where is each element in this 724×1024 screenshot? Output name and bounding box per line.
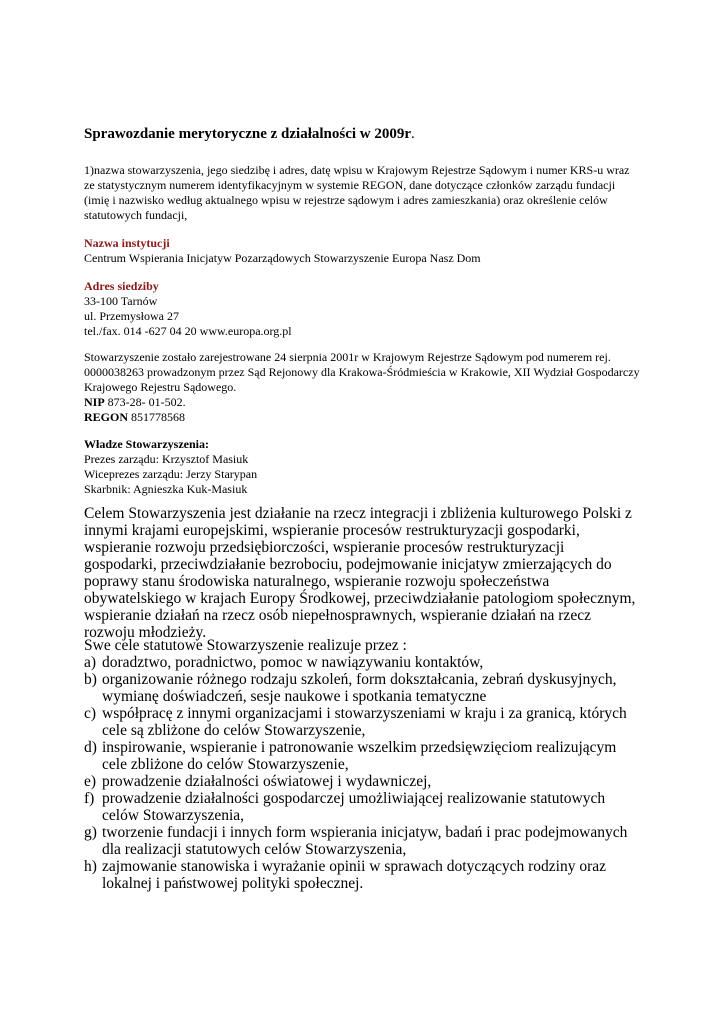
list-item-text: tworzenie fundacji i innych form wspierania inicjatyw, badań i prac podejmowanych dla realizacji statutowych celów Stowarzyszenia, (102, 824, 628, 858)
nip-line (84, 395, 640, 410)
list-item-letter: d) (84, 739, 97, 756)
list-item (84, 790, 640, 824)
list-item-letter: c) (84, 705, 97, 722)
address-line: 33-100 Tarnów (84, 294, 158, 308)
list-item (84, 773, 640, 790)
institution-heading: Nazwa instytucji (84, 236, 170, 250)
nip-value: 873-28- 01-502. (104, 395, 186, 409)
list-item (84, 671, 640, 705)
list-item-text: doradztwo, poradnictwo, pomoc w nawiązywaniu kontaktów, (102, 654, 484, 671)
goals-list (84, 654, 640, 892)
address-line: ul. Przemysłowa 27 (84, 309, 179, 323)
regon-label: REGON (84, 410, 129, 424)
authority-line: Prezes zarządu: Krzysztof Masiuk (84, 452, 249, 466)
list-item-text: współpracę z innymi organizacjami i stowarzyszeniami w kraju i za granicą, których cele są zbliżone do celów Stowarzyszenie, (102, 705, 627, 739)
list-item-text: zajmowanie stanowiska i wyrażanie opinii w sprawach dotyczących rodziny oraz lokalnej i państwowej polityki społecznej. (102, 858, 606, 892)
list-item (84, 739, 640, 773)
institution-section (84, 236, 640, 266)
list-item-letter: h) (84, 858, 97, 875)
list-item (84, 824, 640, 858)
report-title: Sprawozdanie merytoryczne z działalności w 2009r. (84, 126, 415, 142)
list-item-text: organizowanie różnego rodzaju szkoleń, form dokształcania, zebrań dyskusyjnych, wymianę doświadczeń, sesje naukowe i spotkania tematyczne (102, 671, 617, 705)
regon-line (84, 410, 640, 425)
list-item-text: inspirowanie, wspieranie i patronowanie wszelkim przedsięwzięciom realizującym cele zbliżone do celów Stowarzyszenie, (102, 739, 617, 773)
registration-section (84, 350, 640, 425)
address-heading: Adres siedziby (84, 279, 159, 293)
institution-name: Centrum Wspierania Inicjatyw Pozarządowych Stowarzyszenie Europa Nasz Dom (84, 251, 481, 265)
list-item-letter: b) (84, 671, 97, 688)
authority-line: Wiceprezes zarządu: Jerzy Starypan (84, 467, 258, 481)
regon-value: 851778568 (128, 410, 186, 424)
nip-label: NIP (84, 395, 105, 409)
goals-intro: Swe cele statutowe Stowarzyszenie realizuje przez : (84, 637, 407, 654)
list-item-text: prowadzenie działalności oświatowej i wydawniczej, (102, 773, 432, 790)
list-item-letter: a) (84, 654, 97, 671)
list-item-letter: f) (84, 790, 95, 807)
list-item-text: prowadzenie działalności gospodarczej umożliwiającej realizowanie statutowych celów Stowarzyszenia, (102, 790, 606, 824)
address-section (84, 279, 640, 339)
authority-line: Skarbnik: Agnieszka Kuk-Masiuk (84, 482, 248, 496)
list-item (84, 705, 640, 739)
list-item (84, 858, 640, 892)
intro-paragraph: 1)nazwa stowarzyszenia, jego siedzibę i adres, datę wpisu w Krajowym Rejestrze Sądowym i numer KRS-u wraz ze statystycznym numerem identyfikacyjnym w systemie REGON, dane dotyczące członków zarządu fundacji (imię i nazwisko według aktualnego wpisu w rejestrze sądowym i adres zamieszkania) oraz określenie celów statutowych fundacji, (84, 163, 630, 222)
list-item-letter: e) (84, 773, 97, 790)
list-item-letter: g) (84, 824, 97, 841)
authorities-heading: Władze Stowarzyszenia: (84, 437, 209, 451)
purpose-paragraph: Celem Stowarzyszenia jest działanie na rzecz integracji i zbliżenia kulturowego Polski z innymi krajami europejskimi, wspieranie procesów restrukturyzacji gospodarki, wspieranie rozwoju przedsiębiorczości, wspieranie procesów restrukturyzacji gospodarki, przeciwdziałanie bezrobociu, podejmowanie inicjatyw zmierzających do poprawy stanu środowiska naturalnego, wspieranie rozwoju społeczeństwa obywatelskiego w krajach Europy Środkowej, przeciwdziałanie patologiom społecznym, wspieranie działań na rzecz osób niepełnosprawnych, wspieranie działań na rzecz rozwoju młodzieży. (84, 505, 636, 641)
authorities-section (84, 437, 640, 497)
goals-section (84, 637, 640, 892)
contact-line: tel./fax. 014 -627 04 20 www.europa.org.pl (84, 324, 292, 338)
registration-text: Stowarzyszenie zostało zarejestrowane 24 sierpnia 2001r w Krajowym Rejestrze Sądowym pod numerem rej. 0000038263 prowadzonym przez Sąd Rejonowy dla Krakowa-Śródmieścia w Krakowie, XII Wydział Gospodarczy Krajowego Rejestru Sądowego. (84, 350, 640, 394)
list-item (84, 654, 640, 671)
